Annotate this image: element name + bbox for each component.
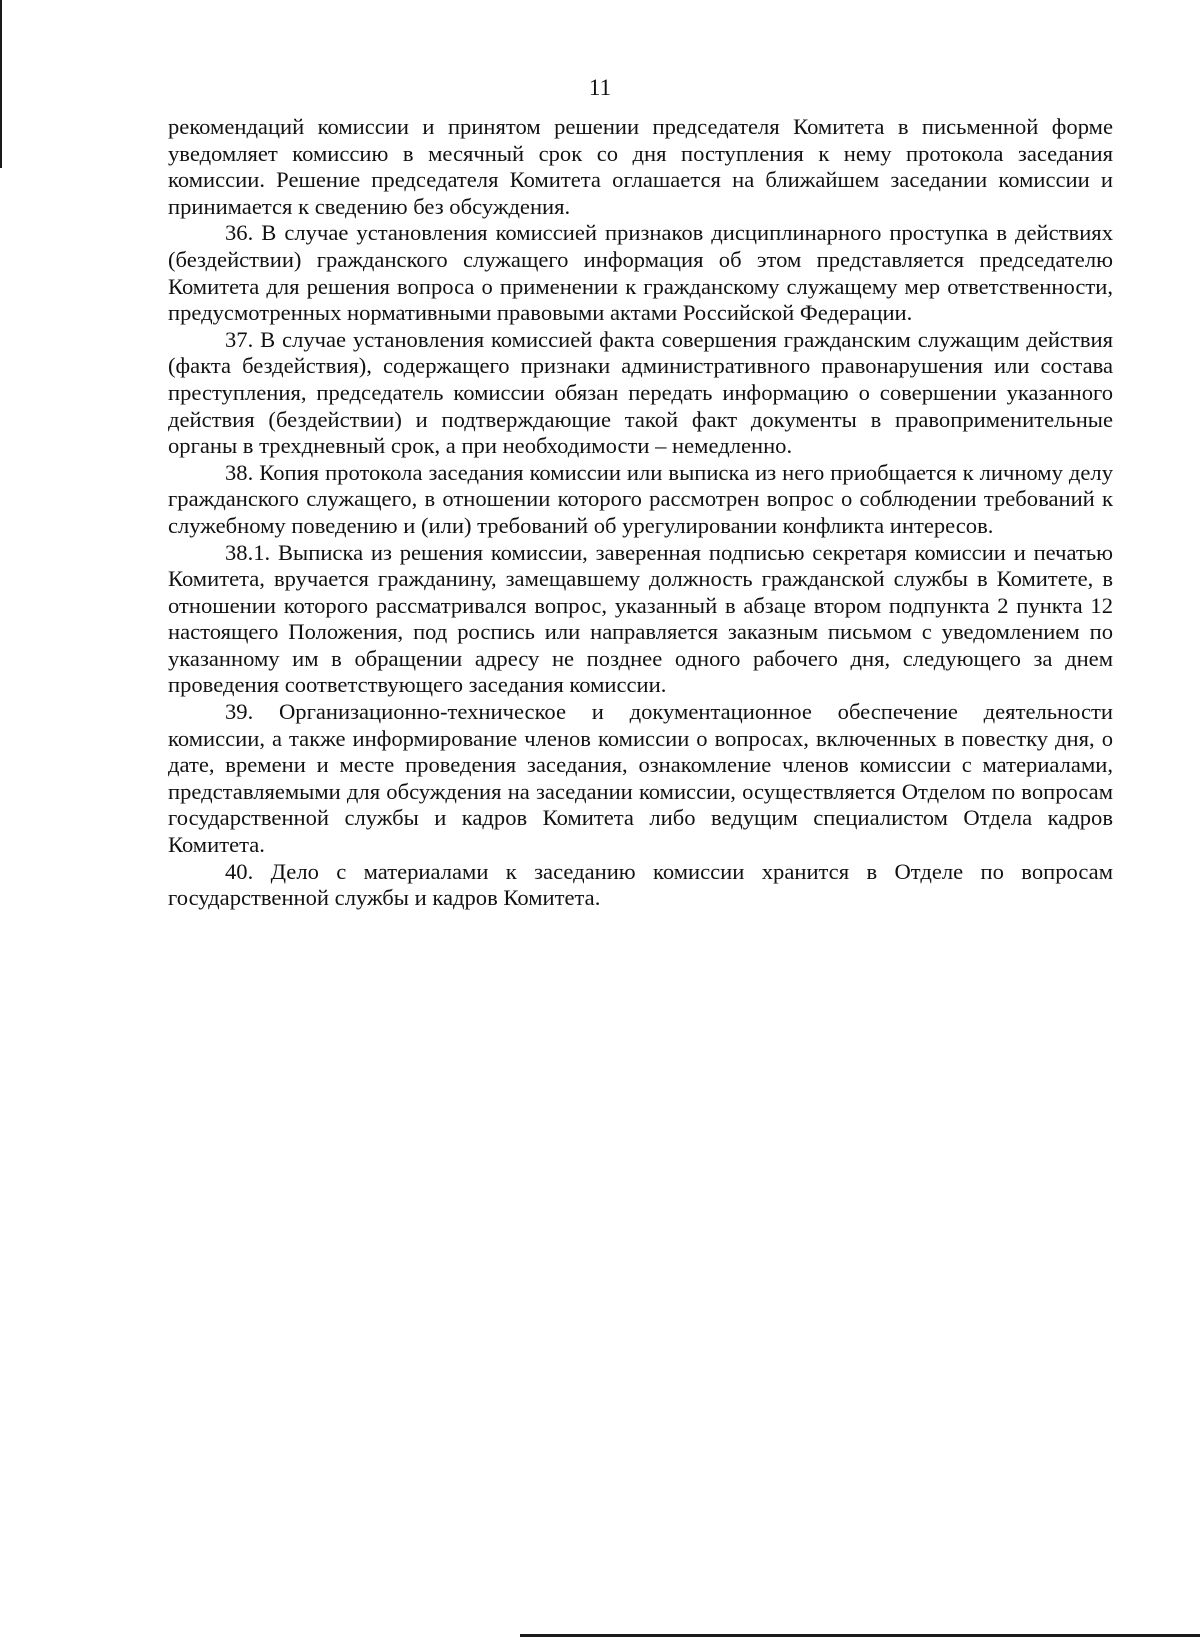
paragraph-38-1: 38.1. Выписка из решения комиссии, заверенная подписью секретаря комиссии и печатью Комитета, вручается гражданину, замещавшему должность гражданской службы в Комитете, в отношении которого рассматривался вопрос, указанный в абзаце втором подпункта 2 пункта 12 настоящего Положения, под роспись или направляется заказным письмом с уведомлением по указанному им в обращении адресу не позднее одного рабочего дня, следующего за днем проведения соответствующего заседания комиссии. (168, 539, 1113, 698)
paragraph-37: 37. В случае установления комиссией факта совершения гражданским служащим действия (факта бездействия), содержащего признаки административного правонарушения или состава преступления, председатель комиссии обязан передать информацию о совершении указанного действия (бездействии) и подтверждающие такой факт документы в правоприменительные органы в трехдневный срок, а при необходимости – немедленно. (168, 326, 1113, 459)
paragraph-38: 38. Копия протокола заседания комиссии или выписка из него приобщается к личному делу гражданского служащего, в отношении которого рассмотрен вопрос о соблюдении требований к служебному поведению и (или) требований об урегулировании конфликта интересов. (168, 459, 1113, 538)
document-body (168, 114, 1113, 912)
page-number: 11 (588, 75, 612, 100)
paragraph-36: 36. В случае установления комиссией признаков дисциплинарного проступка в действиях (бездействии) гражданского служащего информация об этом представляется председателю Комитета для решения вопроса о применении к гражданскому служащему мер ответственности, предусмотренных нормативными правовыми актами Российской Федерации. (168, 220, 1113, 326)
paragraph-40: 40. Дело с материалами к заседанию комиссии хранится в Отделе по вопросам государственной службы и кадров Комитета. (168, 858, 1113, 911)
paragraph-continuation: рекомендаций комиссии и принятом решении председателя Комитета в письменной форме уведомляет комиссию в месячный срок со дня поступления к нему протокола заседания комиссии. Решение председателя Комитета оглашается на ближайшем заседании комиссии и принимается к сведению без обсуждения. (168, 114, 1113, 219)
paragraph-39: 39. Организационно-техническое и документационное обеспечение деятельности комиссии, а также информирование членов комиссии о вопросах, включенных в повестку дня, о дате, времени и месте проведения заседания, ознакомление членов комиссии с материалами, представляемыми для обсуждения на заседании комиссии, осуществляется Отделом по вопросам государственной службы и кадров Комитета либо ведущим специалистом Отдела кадров Комитета. (168, 699, 1113, 858)
